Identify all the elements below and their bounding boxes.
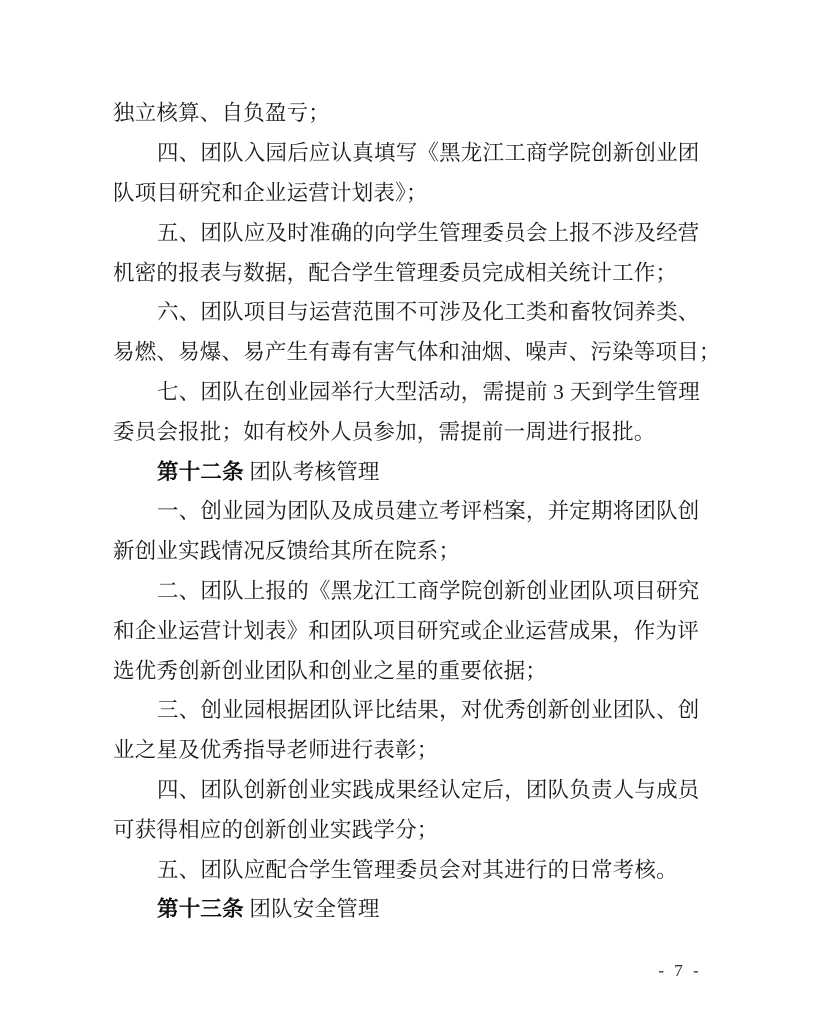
- article-number: 第十二条: [157, 459, 244, 484]
- text-segment: 七、团队在创业园举行大型活动，需提前 3 天到学生管理: [157, 379, 700, 404]
- text-line: [113, 490, 705, 530]
- page-number: - 7 -: [658, 961, 702, 980]
- text-line: [113, 211, 705, 251]
- text-line: [113, 649, 705, 689]
- text-segment: 二、团队上报的《黑龙江工商学院创新创业团队项目研究: [157, 578, 700, 603]
- text-segment: 一、创业园为团队及成员建立考评档案，并定期将团队创: [157, 499, 700, 524]
- text-segment: 队项目研究和企业运营计划表》；: [113, 180, 428, 205]
- text-segment: 团队安全管理: [243, 897, 380, 922]
- text-segment: 可获得相应的创新创业实践学分；: [113, 817, 439, 842]
- text-segment: 三、创业园根据团队评比结果，对优秀创新创业团队、创: [157, 698, 700, 723]
- text-line: [113, 808, 705, 848]
- text-segment: 五、团队应及时准确的向学生管理委员会上报不涉及经营: [157, 220, 700, 245]
- text-line: [113, 848, 705, 888]
- text-line: [113, 530, 705, 570]
- text-line: [113, 450, 705, 490]
- text-line: [113, 251, 705, 291]
- text-segment: 五、团队应配合学生管理委员会对其进行的日常考核。: [157, 857, 678, 882]
- text-segment: 业之星及优秀指导老师进行表彰；: [113, 738, 439, 763]
- text-segment: 新创业实践情况反馈给其所在院系；: [113, 539, 461, 564]
- text-segment: 团队考核管理: [243, 459, 380, 484]
- article-number: 第十三条: [157, 897, 244, 922]
- text-line: [113, 410, 705, 450]
- text-segment: 六、团队项目与运营范围不可涉及化工类和畜牧饲养类、: [157, 300, 700, 325]
- text-line: [113, 888, 705, 928]
- text-segment: 和企业运营计划表》和团队项目研究或企业运营成果，作为评: [113, 618, 699, 643]
- text-line: [113, 729, 705, 769]
- text-line: [113, 92, 705, 132]
- text-line: [113, 769, 705, 809]
- text-segment: 四、团队入园后应认真填写《黑龙江工商学院创新创业团: [157, 141, 700, 166]
- text-segment: 委员会报批；如有校外人员参加，需提前一周进行报批。: [113, 419, 656, 444]
- text-line: [113, 291, 705, 331]
- text-segment: 易燃、易爆、易产生有毒有害气体和油烟、噪声、污染等项目；: [113, 340, 721, 365]
- text-segment: 四、团队创新创业实践成果经认定后，团队负责人与成员: [157, 777, 700, 802]
- text-line: [113, 689, 705, 729]
- text-line: [113, 371, 705, 411]
- text-segment: 机密的报表与数据，配合学生管理委员完成相关统计工作；: [113, 260, 678, 285]
- text-line: [113, 132, 705, 172]
- text-line: [113, 570, 705, 610]
- text-line: [113, 609, 705, 649]
- text-segment: 独立核算、自负盈亏；: [113, 101, 331, 126]
- text-line: [113, 172, 705, 212]
- text-line: [113, 331, 721, 371]
- text-segment: 选优秀创新创业团队和创业之星的重要依据；: [113, 658, 548, 683]
- document-text-block: [113, 92, 721, 928]
